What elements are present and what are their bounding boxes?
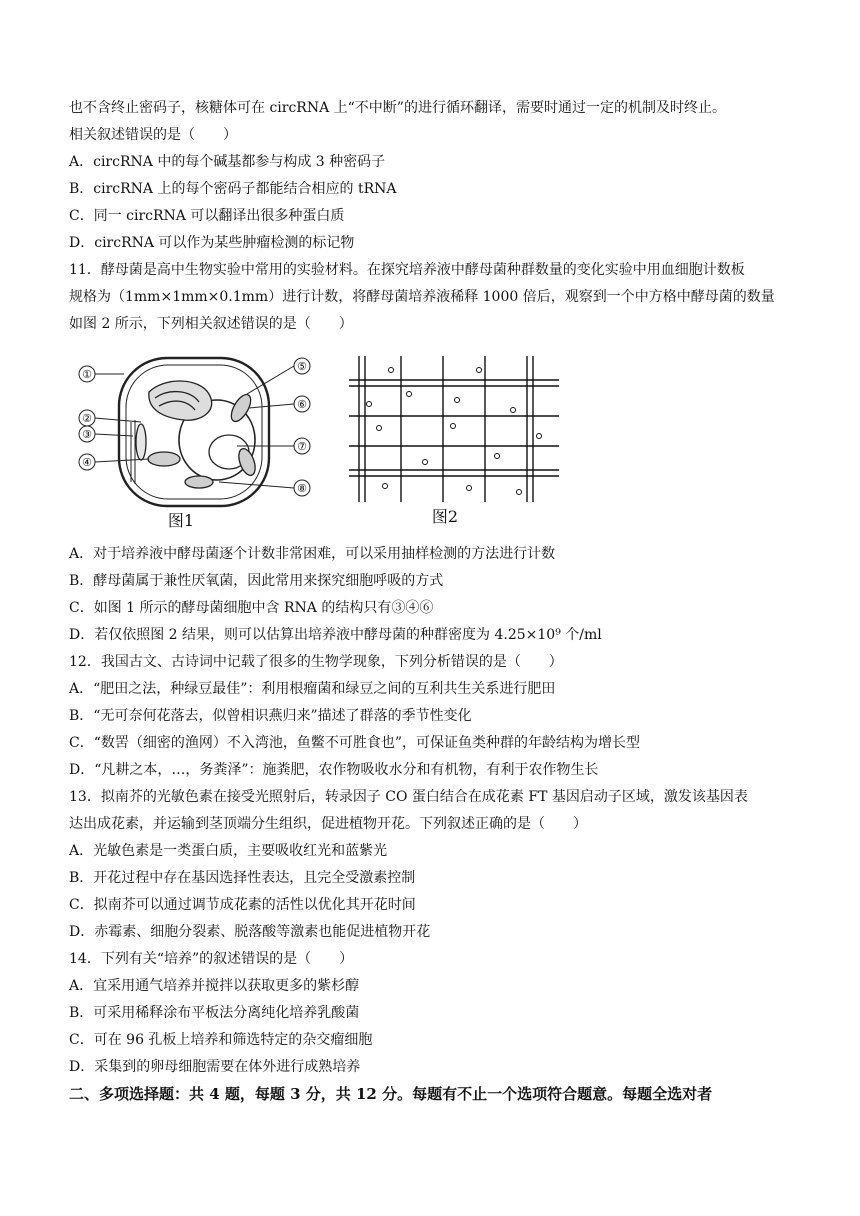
question-12: 12．我国古文、古诗词中记载了很多的生物学现象，下列分析错误的是（ ） [69,654,563,670]
option-a: A．对于培养液中酵母菌逐个计数非常困难，可以采用抽样检测的方法进行计数 [69,546,556,562]
text-line: 如图 2 所示，下列相关叙述错误的是（ ） [69,316,353,332]
text-line: 规格为（1mm×1mm×0.1mm）进行计数，将酵母菌培养液稀释 1000 倍后，观察到一个中方格中酵母菌的数量 [69,289,775,305]
option-c: C．“数罟（细密的渔网）不入湾池，鱼鳖不可胜食也”，可保证鱼类种群的年龄结构为增长型 [69,735,641,751]
question-14: 14．下列有关“培养”的叙述错误的是（ ） [69,951,354,967]
figures [69,352,789,532]
option-c: C．可在 96 孔板上培养和筛选特定的杂交瘤细胞 [69,1032,373,1048]
option-b: B．开花过程中存在基因选择性表达，且完全受激素控制 [69,870,416,886]
option-c: C．拟南芥可以通过调节成花素的活性以优化其开花时间 [69,897,416,913]
option-a: A．宜采用通气培养并搅拌以获取更多的紫杉醇 [69,978,360,994]
fig1-label-8: ⑧ [297,482,307,495]
question-11: 11．酵母菌是高中生物实验中常用的实验材料。在探究培养液中酵母菌种群数量的变化实验中用血细胞计数板 [69,262,745,278]
option-a: A．circRNA 中的每个碱基都参与构成 3 种密码子 [69,154,386,170]
option-b: B．circRNA 上的每个密码子都能结合相应的 tRNA [69,181,397,197]
option-a: A．“肥田之法，种绿豆最佳”：利用根瘤菌和绿豆之间的互利共生关系进行肥田 [69,681,556,697]
option-d: D．“凡耕之本，…，务粪泽”：施粪肥，农作物吸收水分和有机物，有利于农作物生长 [69,762,599,778]
option-c: C．同一 circRNA 可以翻译出很多种蛋白质 [69,208,345,224]
fig1-caption: 图1 [167,511,195,530]
text-line: 达出成花素，并运输到茎顶端分生组织，促进植物开花。下列叙述正确的是（ ） [69,816,587,832]
fig1-label-5: ⑤ [297,360,307,373]
option-b: B．可采用稀释涂布平板法分离纯化培养乳酸菌 [69,1005,360,1021]
text-line: 相关叙述错误的是（ ） [69,127,237,143]
option-b: B．“无可奈何花落去，似曾相识燕归来”描述了群落的季节性变化 [69,708,472,724]
option-d: D．赤霉素、细胞分裂素、脱落酸等激素也能促进植物开花 [69,924,431,940]
text-line: 也不含终止密码子，核糖体可在 circRNA 上“不中断”的进行循环翻译，需要时通过一定的机制及时终止。 [69,100,726,116]
question-13: 13．拟南芥的光敏色素在接受光照射后，转录因子 CO 蛋白结合在成花素 FT 基因启动子区域，激发该基因表 [69,789,748,805]
section-heading: 二、多项选择题：共 4 题，每题 3 分，共 12 分。每题有不止一个选项符合题意。每题全选对者 [69,1085,713,1103]
figures-svg [69,352,789,532]
option-d: D．采集到的卵母细胞需要在体外进行成熟培养 [69,1059,361,1075]
option-b: B．酵母菌属于兼性厌氧菌，因此常用来探究细胞呼吸的方式 [69,573,444,589]
option-d: D．circRNA 可以作为某些肿瘤检测的标记物 [69,235,355,251]
option-d: D．若仅依照图 2 结果，则可以估算出培养液中酵母菌的种群密度为 4.25×10⁹ 个/ml [69,627,602,643]
fig1-label-6: ⑥ [297,398,307,411]
option-a: A．光敏色素是一类蛋白质，主要吸收红光和蓝紫光 [69,843,388,859]
fig1-label-7: ⑦ [297,440,307,453]
option-c: C．如图 1 所示的酵母菌细胞中含 RNA 的结构只有③④⑥ [69,600,434,616]
fig1-label-3: ③ [82,428,92,441]
fig1-label-4: ④ [82,456,92,469]
fig1-label-1: ① [82,368,92,381]
fig1-label-2: ② [82,412,92,425]
fig2-caption: 图2 [431,507,459,526]
